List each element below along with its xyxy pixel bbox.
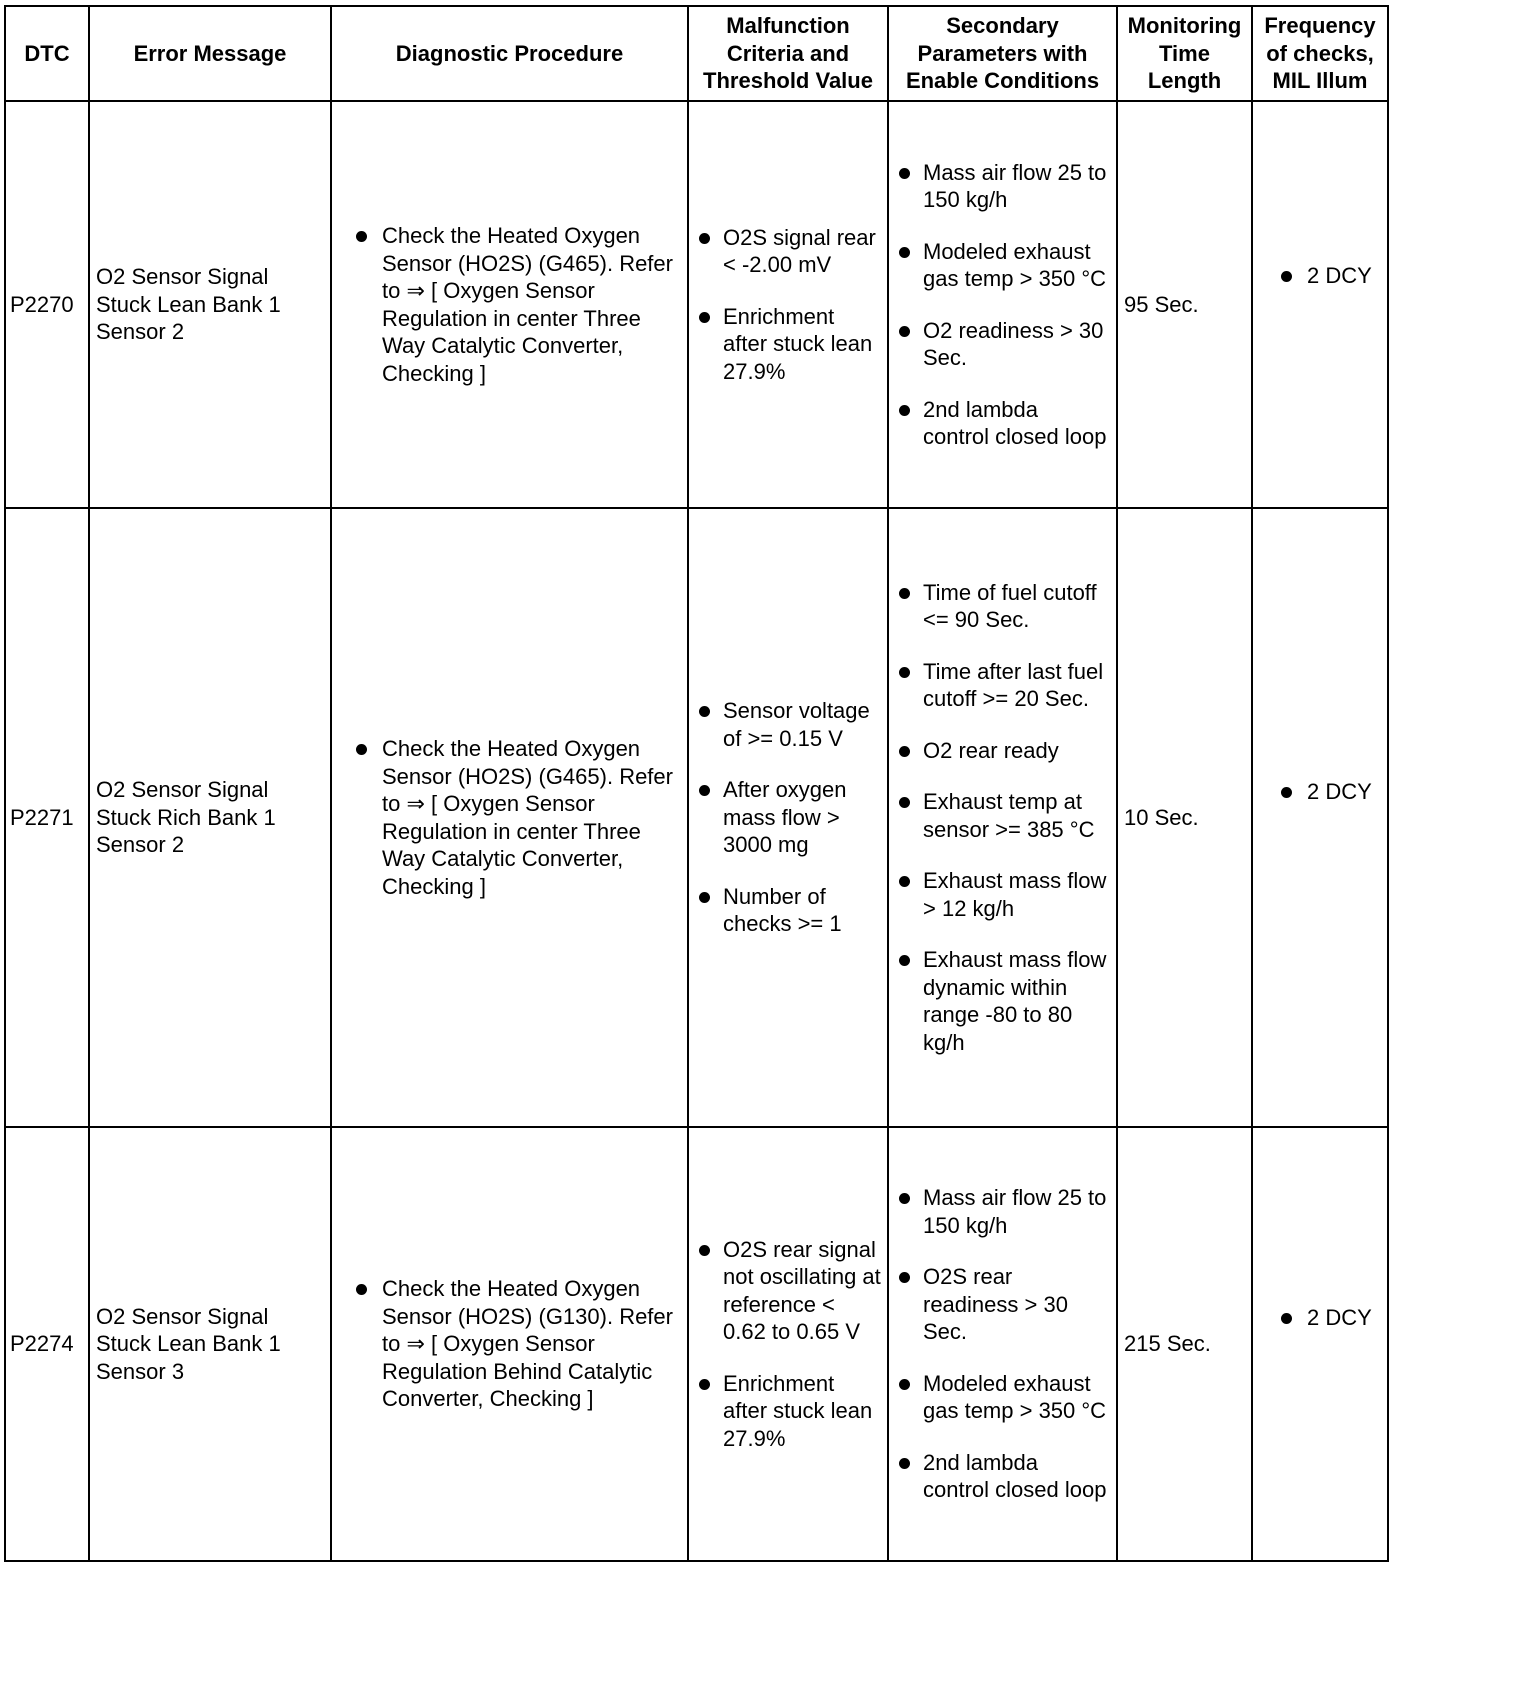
dtc-code: P2271: [5, 508, 89, 1127]
list-item: O2S signal rear < -2.00 mV: [695, 224, 881, 279]
list-item: Mass air flow 25 to 150 kg/h: [895, 1184, 1110, 1239]
list-item: Check the Heated Oxygen Sensor (HO2S) (G465). Refer to ⇒ [ Oxygen Sensor Regulation in center Three Way Catalytic Converter, Checking ]: [338, 735, 681, 900]
list-item: O2 readiness > 30 Sec.: [895, 317, 1110, 372]
list-item: Sensor voltage of >= 0.15 V: [695, 697, 881, 752]
list-item: O2 rear ready: [895, 737, 1110, 765]
monitoring-time: 10 Sec.: [1117, 508, 1252, 1127]
list-item: Check the Heated Oxygen Sensor (HO2S) (G465). Refer to ⇒ [ Oxygen Sensor Regulation in center Three Way Catalytic Converter, Checking ]: [338, 222, 681, 387]
header-row: [5, 6, 1388, 101]
list-item: Mass air flow 25 to 150 kg/h: [895, 159, 1110, 214]
list-item: 2nd lambda control closed loop: [895, 396, 1110, 451]
header-monitoring-time: Monitoring Time Length: [1117, 6, 1252, 101]
list-item: Modeled exhaust gas temp > 350 °C: [895, 238, 1110, 293]
frequency: [1252, 508, 1388, 1127]
secondary-parameters: [888, 101, 1117, 508]
list-item: 2 DCY: [1259, 262, 1381, 290]
secondary-parameters: [888, 1127, 1117, 1561]
list-item: Number of checks >= 1: [695, 883, 881, 938]
table-row: [5, 1127, 1388, 1561]
list-item: After oxygen mass flow > 3000 mg: [695, 776, 881, 859]
list-item: Modeled exhaust gas temp > 350 °C: [895, 1370, 1110, 1425]
frequency: [1252, 101, 1388, 508]
list-item: 2nd lambda control closed loop: [895, 1449, 1110, 1504]
frequency: [1252, 1127, 1388, 1561]
dtc-table: [4, 5, 1389, 1562]
list-item: Exhaust mass flow > 12 kg/h: [895, 867, 1110, 922]
header-error-message: Error Message: [89, 6, 331, 101]
list-item: Enrichment after stuck lean 27.9%: [695, 1370, 881, 1453]
list-item: Time after last fuel cutoff >= 20 Sec.: [895, 658, 1110, 713]
diagnostic-procedure: [331, 1127, 688, 1561]
list-item: Exhaust temp at sensor >= 385 °C: [895, 788, 1110, 843]
list-item: Enrichment after stuck lean 27.9%: [695, 303, 881, 386]
header-dtc: DTC: [5, 6, 89, 101]
error-message: O2 Sensor Signal Stuck Lean Bank 1 Sensor 2: [89, 101, 331, 508]
header-frequency: Frequency of checks, MIL Illum: [1252, 6, 1388, 101]
secondary-parameters: [888, 508, 1117, 1127]
list-item: 2 DCY: [1259, 1304, 1381, 1332]
monitoring-time: 215 Sec.: [1117, 1127, 1252, 1561]
dtc-code: P2274: [5, 1127, 89, 1561]
error-message: O2 Sensor Signal Stuck Lean Bank 1 Sensor 3: [89, 1127, 331, 1561]
dtc-code: P2270: [5, 101, 89, 508]
diagnostic-procedure: [331, 101, 688, 508]
list-item: Exhaust mass flow dynamic within range -80 to 80 kg/h: [895, 946, 1110, 1056]
table-row: [5, 101, 1388, 508]
error-message: O2 Sensor Signal Stuck Rich Bank 1 Sensor 2: [89, 508, 331, 1127]
monitoring-time: 95 Sec.: [1117, 101, 1252, 508]
malfunction-criteria: [688, 508, 888, 1127]
table-row: [5, 508, 1388, 1127]
list-item: 2 DCY: [1259, 778, 1381, 806]
header-diagnostic-procedure: Diagnostic Procedure: [331, 6, 688, 101]
list-item: Check the Heated Oxygen Sensor (HO2S) (G130). Refer to ⇒ [ Oxygen Sensor Regulation Behind Catalytic Converter, Checking ]: [338, 1275, 681, 1413]
list-item: O2S rear signal not oscillating at reference < 0.62 to 0.65 V: [695, 1236, 881, 1346]
diagnostic-procedure: [331, 508, 688, 1127]
header-secondary-parameters: Secondary Parameters with Enable Conditions: [888, 6, 1117, 101]
malfunction-criteria: [688, 1127, 888, 1561]
list-item: O2S rear readiness > 30 Sec.: [895, 1263, 1110, 1346]
header-malfunction-criteria: Malfunction Criteria and Threshold Value: [688, 6, 888, 101]
malfunction-criteria: [688, 101, 888, 508]
list-item: Time of fuel cutoff <= 90 Sec.: [895, 579, 1110, 634]
